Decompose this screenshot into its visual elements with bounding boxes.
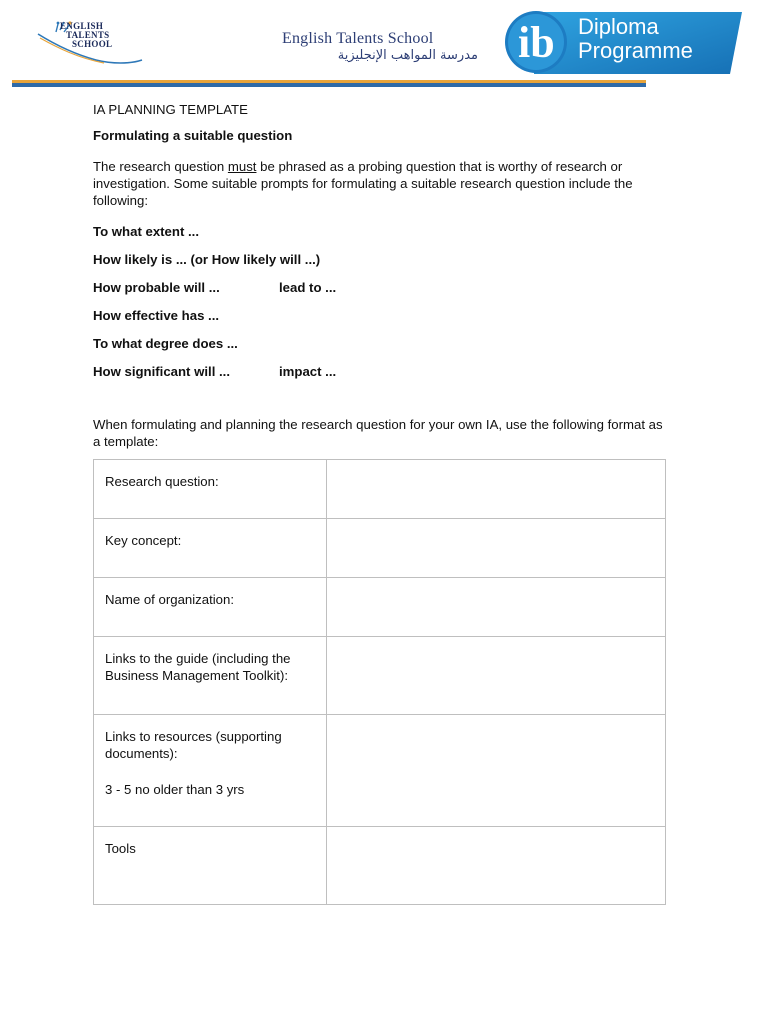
logo-line-3: SCHOOL xyxy=(72,39,113,49)
programme-title-line-2: Programme xyxy=(578,38,693,63)
row-label-cell xyxy=(94,637,327,715)
intro-text-after: be phrased as a probing question that is worthy of research or investigation. Some suitable prompts for formulating a suitable research question include the following: xyxy=(93,159,633,208)
row-value-cell[interactable] xyxy=(327,827,666,905)
ib-letters-icon: ib xyxy=(518,18,555,67)
prompt-text: How likely is ... (or How likely will ...) xyxy=(93,252,321,267)
table-row xyxy=(94,460,666,519)
intro-paragraph xyxy=(93,158,668,209)
school-logo-text xyxy=(60,22,112,49)
row-value-cell[interactable] xyxy=(327,578,666,637)
row-label: Links to the guide (including the Business Management Toolkit): xyxy=(105,651,291,683)
prompt-text: To what degree does ... xyxy=(93,336,238,351)
prompt-text: How significant will ... xyxy=(93,364,231,379)
prompt-text: How effective has ... xyxy=(93,308,220,323)
prompt-item xyxy=(93,280,668,308)
header-rule-blue xyxy=(12,83,646,87)
row-label: Tools xyxy=(105,841,136,856)
prompt-text: How probable will ... xyxy=(93,280,220,295)
row-label-cell xyxy=(94,715,327,827)
prompt-item xyxy=(93,224,668,252)
prompt-item xyxy=(93,336,668,364)
prompt-continuation: lead to ... xyxy=(279,280,337,295)
school-name-arabic: مدرسة المواهب الإنجليزية xyxy=(337,48,478,63)
prompt-item xyxy=(93,308,668,336)
page-header xyxy=(0,0,768,90)
prompt-item xyxy=(93,252,668,280)
row-label: Links to resources (supporting documents): xyxy=(105,729,282,761)
programme-title-line-1: Diploma xyxy=(578,14,659,39)
row-value-cell[interactable] xyxy=(327,715,666,827)
prompt-continuation: impact ... xyxy=(279,364,337,379)
table-row xyxy=(94,519,666,578)
row-value-cell[interactable] xyxy=(327,637,666,715)
logo-line-2: TALENTS xyxy=(66,30,110,40)
ia-template-table xyxy=(93,459,666,905)
prompt-item xyxy=(93,364,668,392)
prompt-list xyxy=(93,224,668,392)
row-label-cell xyxy=(94,578,327,637)
row-value-cell[interactable] xyxy=(327,460,666,519)
table-row xyxy=(94,715,666,827)
row-label: Name of organization: xyxy=(105,592,235,607)
school-name-english: English Talents School xyxy=(282,30,434,47)
table-row xyxy=(94,637,666,715)
row-label-cell xyxy=(94,827,327,905)
document-heading: IA PLANNING TEMPLATE xyxy=(93,102,248,117)
row-note: 3 - 5 no older than 3 yrs xyxy=(105,782,245,797)
document-body xyxy=(93,102,668,905)
section-title: Formulating a suitable question xyxy=(93,128,293,143)
prompt-text: To what extent ... xyxy=(93,224,199,239)
row-label: Key concept: xyxy=(105,533,182,548)
format-intro: When formulating and planning the research question for your own IA, use the following format as a template: xyxy=(93,417,663,449)
row-value-cell[interactable] xyxy=(327,519,666,578)
row-label-cell xyxy=(94,460,327,519)
logo-line-1: ENGLISH xyxy=(60,21,104,31)
table-row xyxy=(94,827,666,905)
row-label-cell xyxy=(94,519,327,578)
row-label: Research question: xyxy=(105,474,219,489)
table-row xyxy=(94,578,666,637)
intro-emphasis: must xyxy=(227,159,257,174)
intro-text-before: The research question xyxy=(93,159,228,174)
